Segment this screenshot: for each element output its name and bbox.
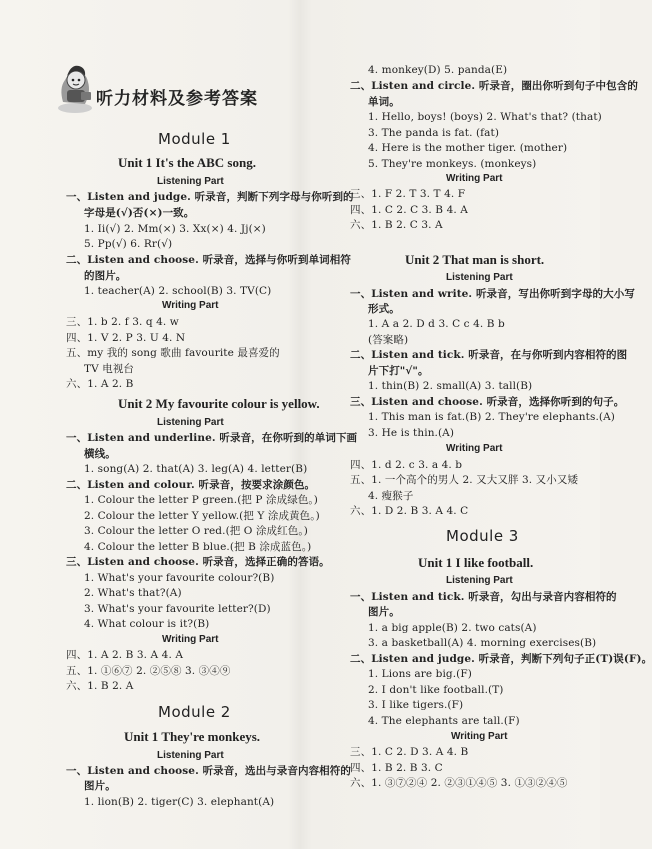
- page-title: 听力材料及参考答案: [96, 89, 258, 109]
- answer-line: (答案略): [368, 334, 409, 346]
- answer-line: 六、1. B 2. C 3. A: [350, 219, 443, 231]
- answer-line: 五、my 我的 song 歌曲 favourite 最喜爱的: [66, 347, 280, 359]
- answer-line: 5. They're monkeys. (monkeys): [368, 158, 537, 170]
- exercise-line: 一、Listen and underline. 听录音，在你听到的单词下画: [66, 432, 358, 444]
- exercise-line: 一、Listen and tick. 听录音，勾出与录音内容相符的: [350, 591, 617, 603]
- answer-line: 1. Hello, boys! (boys) 2. What's that? (that): [368, 111, 602, 123]
- answer-line: 4. Colour the letter B blue.(把 B 涂成蓝色。): [84, 541, 312, 553]
- answer-line: 4. The elephants are tall.(F): [368, 715, 520, 727]
- answer-line: 4. 瘦猴子: [368, 490, 414, 502]
- exercise-line: 单词。: [368, 96, 400, 108]
- answer-line: 六、1. A 2. B: [66, 378, 134, 390]
- answer-line: 1. lion(B) 2. tiger(C) 3. elephant(A): [84, 796, 275, 808]
- answer-line: 五、1. ①⑥⑦ 2. ②⑤⑧ 3. ③④⑨: [66, 665, 231, 677]
- exercise-line: 形式。: [368, 303, 400, 315]
- section-label: Listening Part: [446, 272, 513, 283]
- answer-line: 4. What colour is it?(B): [84, 618, 210, 630]
- mascot-icon: [55, 62, 97, 114]
- answer-line: 4. Here is the mother tiger. (mother): [368, 142, 568, 154]
- answer-line: 六、1. B 2. A: [66, 680, 134, 692]
- section-label: Listening Part: [157, 176, 224, 187]
- exercise-line: 二、Listen and tick. 听录音，在与你听到内容相符的图: [350, 349, 628, 361]
- answer-line: 3. The panda is fat. (fat): [368, 127, 500, 139]
- exercise-line: 的图片。: [84, 270, 127, 282]
- answer-line: 六、1. D 2. B 3. A 4. C: [350, 505, 469, 517]
- answer-line: 1. This man is fat.(B) 2. They're elephants.(A): [368, 411, 615, 423]
- answer-line: 3. Colour the letter O red.(把 O 涂成红色。): [84, 525, 308, 537]
- exercise-line: 字母是(√)否(×)一致。: [84, 207, 195, 219]
- answer-line: 四、1. V 2. P 3. U 4. N: [66, 332, 186, 344]
- answer-line: 1. a big apple(B) 2. two cats(A): [368, 622, 537, 634]
- section-label: Listening Part: [157, 417, 224, 428]
- exercise-line: 二、Listen and choose. 听录音，选择与你听到单词相符: [66, 254, 351, 266]
- unit-title: Unit 1 I like football.: [418, 555, 534, 570]
- answer-line: 1. Ii(√) 2. Mm(×) 3. Xx(×) 4. Jj(×): [84, 223, 266, 235]
- unit-title: Unit 1 It's the ABC song.: [118, 155, 256, 170]
- answer-line: 3. What's your favourite letter?(D): [84, 603, 271, 615]
- unit-title: Unit 2 That man is short.: [405, 252, 545, 267]
- answer-line: 2. What's that?(A): [84, 587, 182, 599]
- section-label: Writing Part: [162, 634, 219, 645]
- answer-line: 三、1. F 2. T 3. T 4. F: [350, 188, 466, 200]
- answer-line: 1. song(A) 2. that(A) 3. leg(A) 4. letter(B): [84, 463, 308, 475]
- exercise-line: 三、Listen and choose. 听录音，选择你听到的句子。: [350, 396, 625, 408]
- answer-line: 1. teacher(A) 2. school(B) 3. TV(C): [84, 285, 272, 297]
- section-label: Listening Part: [446, 575, 513, 586]
- answer-line: 三、1. b 2. f 3. q 4. w: [66, 316, 179, 328]
- answer-line: TV 电视台: [84, 363, 135, 375]
- answer-line: 1. thin(B) 2. small(A) 3. tall(B): [368, 380, 533, 392]
- exercise-line: 横线。: [84, 448, 116, 460]
- answer-line: 1. A a 2. D d 3. C c 4. B b: [368, 318, 505, 330]
- answer-line: 3. I like tigers.(F): [368, 699, 464, 711]
- exercise-line: 片下打"√"。: [368, 365, 429, 377]
- section-label: Writing Part: [162, 300, 219, 311]
- module-1-heading: Module 1: [158, 130, 231, 148]
- answer-line: 4. monkey(D) 5. panda(E): [368, 64, 508, 76]
- answer-line: 四、1. A 2. B 3. A 4. A: [66, 649, 183, 661]
- exercise-line: 二、Listen and judge. 听录音，判断下列句子正(T)误(F)。: [350, 653, 652, 665]
- answer-line: 四、1. d 2. c 3. a 4. b: [350, 459, 463, 471]
- answer-line: 3. a basketball(A) 4. morning exercises(B): [368, 637, 597, 649]
- answer-line: 3. He is thin.(A): [368, 427, 455, 439]
- exercise-line: 一、Listen and choose. 听录音，选出与录音内容相符的: [66, 765, 351, 777]
- exercise-line: 一、Listen and judge. 听录音，判断下列字母与你听到的: [66, 191, 354, 203]
- answer-line: 5. Pp(√) 6. Rr(√): [84, 238, 173, 250]
- exercise-line: 图片。: [84, 780, 116, 792]
- exercise-line: 二、Listen and circle. 听录音，圈出你听到句子中包含的: [350, 80, 638, 92]
- answer-line: 1. What's your favourite colour?(B): [84, 572, 275, 584]
- exercise-line: 三、Listen and choose. 听录音，选择正确的答语。: [66, 556, 330, 568]
- unit-title: Unit 1 They're monkeys.: [124, 729, 261, 744]
- answer-line: 1. Colour the letter P green.(把 P 涂成绿色。): [84, 494, 318, 506]
- answer-line: 1. Lions are big.(F): [368, 668, 472, 680]
- module-2-heading: Module 2: [158, 703, 231, 721]
- section-label: Writing Part: [446, 173, 503, 184]
- section-label: Writing Part: [451, 731, 508, 742]
- answer-line: 六、1. ③⑦②④ 2. ②③①④⑤ 3. ①③②④⑤: [350, 777, 568, 789]
- answer-line: 三、1. C 2. D 3. A 4. B: [350, 746, 469, 758]
- section-label: Writing Part: [446, 443, 503, 454]
- module-3-heading: Module 3: [446, 527, 519, 545]
- answer-line: 2. Colour the letter Y yellow.(把 Y 涂成黄色。): [84, 510, 320, 522]
- exercise-line: 二、Listen and colour. 听录音，按要求涂颜色。: [66, 479, 316, 491]
- exercise-line: 一、Listen and write. 听录音，写出你听到字母的大小写: [350, 288, 635, 300]
- answer-line: 四、1. C 2. C 3. B 4. A: [350, 204, 468, 216]
- answer-line: 五、1. 一个高个的男人 2. 又大又胖 3. 又小又矮: [350, 474, 579, 486]
- section-label: Listening Part: [157, 750, 224, 761]
- answer-line: 2. I don't like football.(T): [368, 684, 504, 696]
- exercise-line: 图片。: [368, 606, 400, 618]
- answer-line: 四、1. B 2. B 3. C: [350, 762, 443, 774]
- unit-title: Unit 2 My favourite colour is yellow.: [118, 396, 320, 411]
